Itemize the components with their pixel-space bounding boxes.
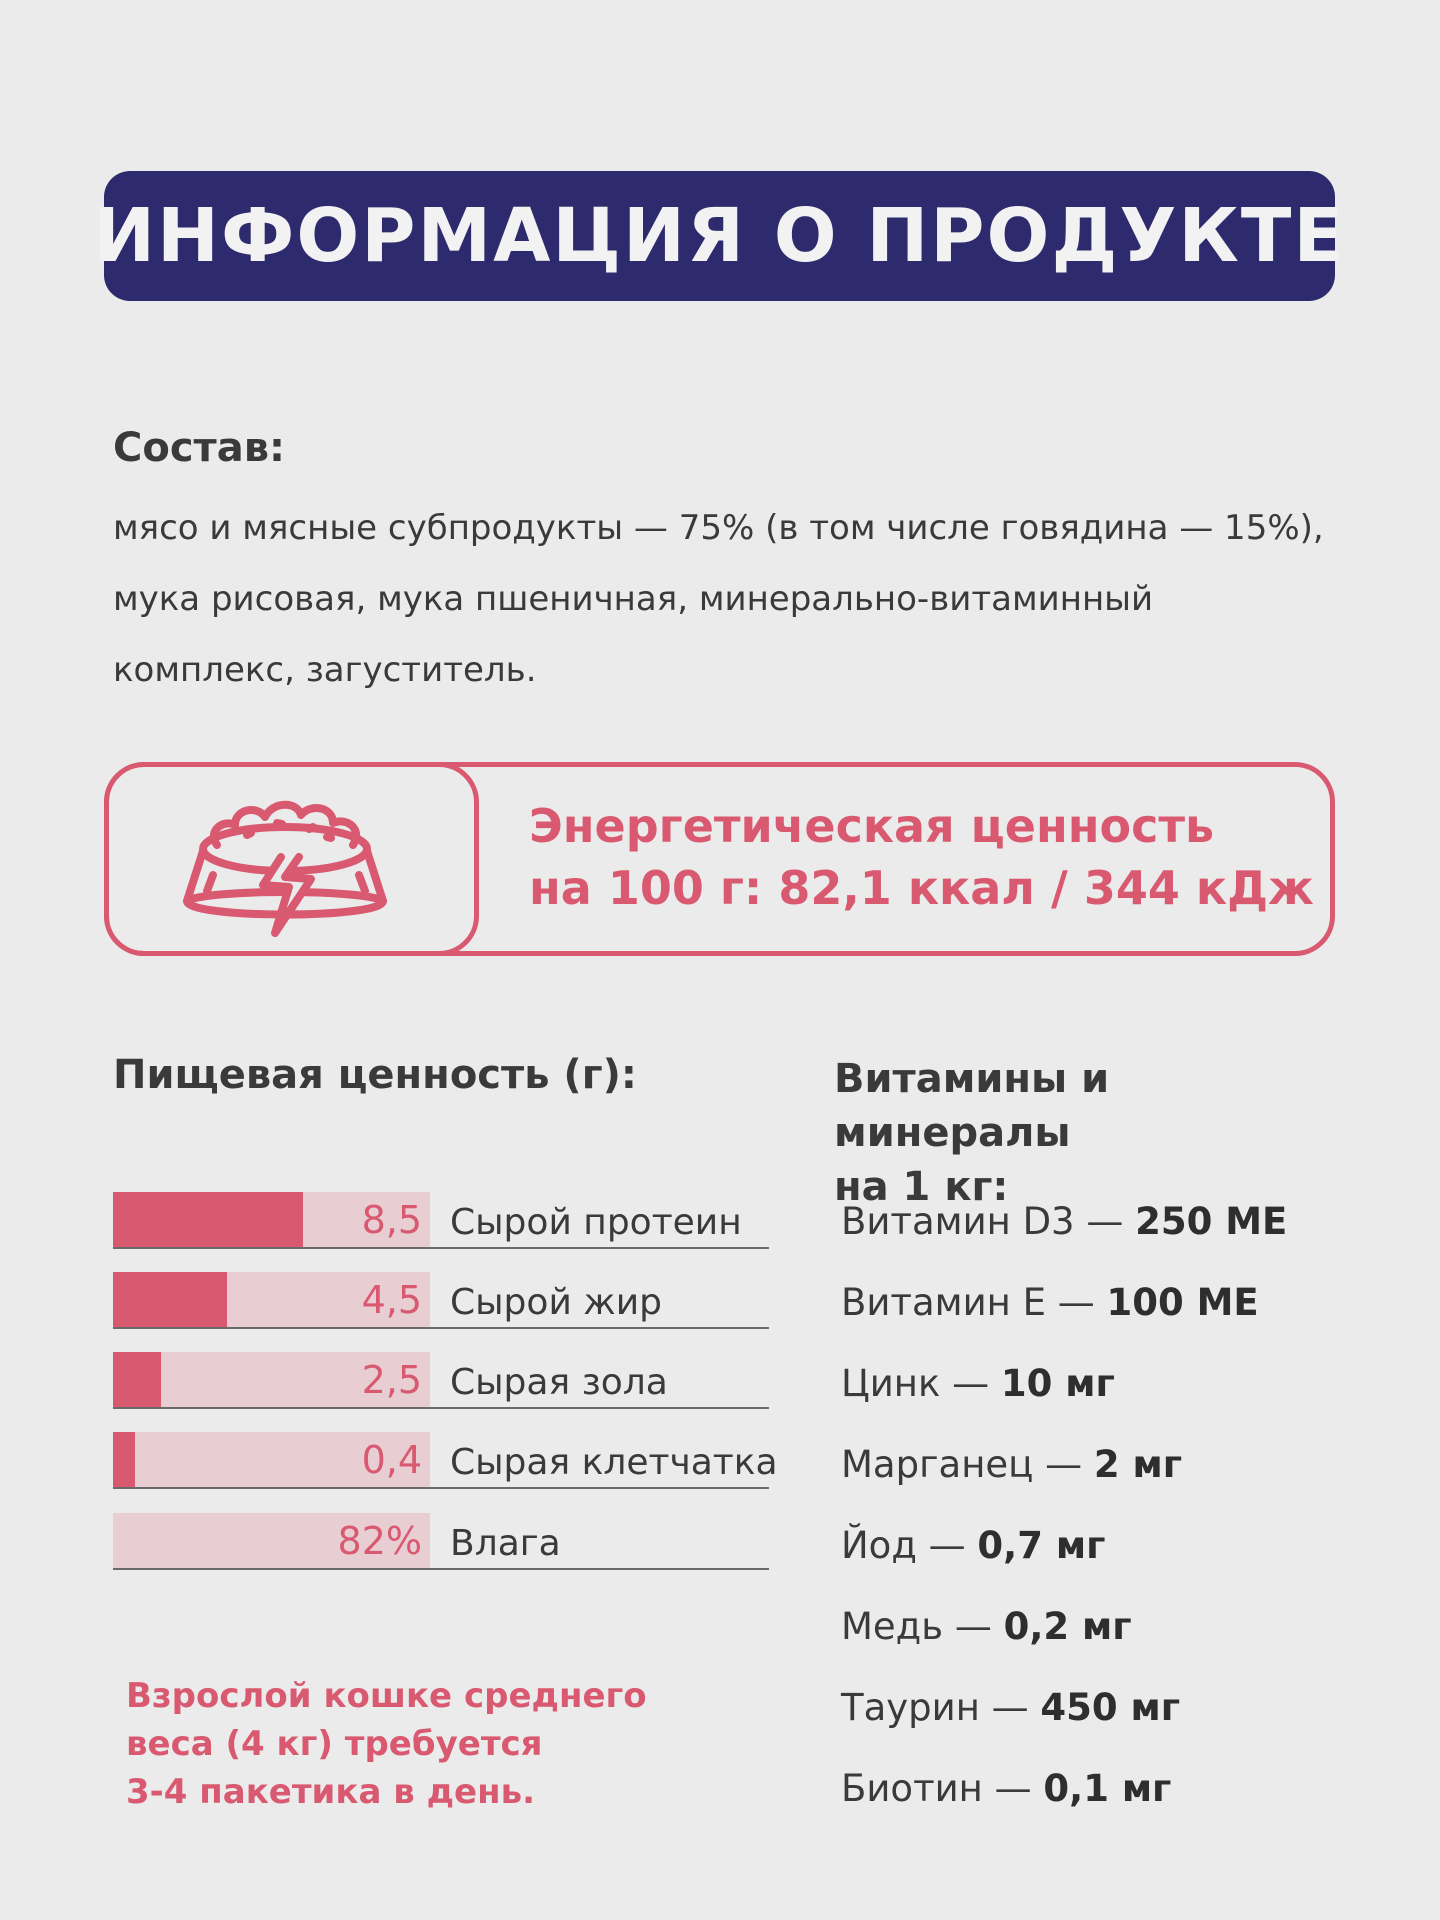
vitamins-heading-line-1: Витамины и минералы: [834, 1056, 1110, 1156]
bar-fill: [113, 1432, 135, 1487]
bar-fill: [113, 1352, 161, 1407]
feeding-note: [126, 1672, 686, 1816]
nutrition-row-moisture: [113, 1513, 769, 1570]
bar-track: [113, 1192, 430, 1247]
nutrition-label: Сырой протеин: [450, 1202, 742, 1243]
vitamin-item: [841, 1605, 1132, 1648]
bar-track: [113, 1272, 430, 1327]
composition-line: комплекс, загуститель.: [113, 650, 537, 690]
nutrition-value: 8,5: [361, 1198, 422, 1242]
page-title: ИНФОРМАЦИЯ О ПРОДУКТЕ: [93, 193, 1346, 279]
vitamin-name: Йод —: [841, 1524, 978, 1567]
nutrition-row-ash: [113, 1352, 769, 1409]
feeding-note-line: 3-4 пакетика в день.: [126, 1772, 535, 1812]
energy-value-text: [529, 795, 1314, 919]
bar-track: [113, 1432, 430, 1487]
nutrition-value: 82%: [337, 1519, 422, 1563]
bar-track: [113, 1513, 430, 1568]
vitamin-item: [841, 1767, 1171, 1810]
vitamin-amount: 100 МЕ: [1106, 1281, 1259, 1324]
nutrition-row-fiber: [113, 1432, 778, 1489]
nutrition-row-fat: [113, 1272, 769, 1329]
vitamin-amount: 0,1 мг: [1043, 1767, 1172, 1810]
nutrition-row-protein: [113, 1192, 769, 1249]
nutrition-value: 2,5: [361, 1358, 422, 1402]
title-banner: [93, 171, 1346, 301]
energy-icon-frame: [104, 762, 479, 956]
feeding-note-line: Взрослой кошке среднего: [126, 1676, 647, 1716]
vitamin-name: Марганец —: [841, 1443, 1094, 1486]
vitamin-name: Биотин —: [841, 1767, 1044, 1810]
vitamin-amount: 0,2 мг: [1003, 1605, 1132, 1648]
nutrition-label: Сырой жир: [450, 1282, 662, 1323]
bar-fill: [113, 1272, 227, 1327]
vitamin-item: [841, 1686, 1180, 1729]
bar-fill: [113, 1192, 303, 1247]
vitamin-amount: 10 мг: [1000, 1362, 1115, 1405]
vitamin-item: [841, 1281, 1259, 1324]
nutrition-heading: Пищевая ценность (г):: [113, 1052, 637, 1098]
nutrition-label: Сырая зола: [450, 1362, 668, 1403]
vitamin-name: Витамин Е —: [841, 1281, 1107, 1324]
energy-line-1: Энергетическая ценность: [529, 799, 1215, 853]
vitamin-item: [841, 1362, 1115, 1405]
vitamin-name: Цинк —: [841, 1362, 1001, 1405]
vitamin-amount: 450 мг: [1040, 1686, 1181, 1729]
vitamin-item: [841, 1524, 1105, 1567]
composition-line: мясо и мясные субпродукты — 75% (в том числе говядина — 15%),: [113, 508, 1324, 548]
energy-line-2: на 100 г: 82,1 ккал / 344 кДж: [529, 861, 1314, 915]
vitamin-amount: 250 МЕ: [1135, 1200, 1288, 1243]
composition-heading: Состав:: [113, 425, 286, 471]
energy-value-box: [104, 762, 1335, 956]
nutrition-value: 0,4: [361, 1438, 422, 1482]
composition-text: [113, 493, 1393, 706]
vitamin-name: Таурин —: [841, 1686, 1041, 1729]
food-bowl-lightning-icon: [177, 779, 407, 939]
composition-line: мука рисовая, мука пшеничная, минерально-витаминный: [113, 579, 1154, 619]
feeding-note-line: веса (4 кг) требуется: [126, 1724, 543, 1764]
vitamins-heading-line-2: на 1 кг:: [834, 1164, 1009, 1210]
vitamin-name: Медь —: [841, 1605, 1004, 1648]
vitamin-item: [841, 1200, 1287, 1243]
vitamins-heading: [834, 1052, 1354, 1214]
vitamin-amount: 0,7 мг: [977, 1524, 1106, 1567]
nutrition-value: 4,5: [361, 1278, 422, 1322]
vitamin-item: [841, 1443, 1182, 1486]
nutrition-label: Сырая клетчатка: [450, 1442, 778, 1483]
vitamin-name: Витамин D3 —: [841, 1200, 1136, 1243]
vitamin-amount: 2 мг: [1093, 1443, 1183, 1486]
bar-track: [113, 1352, 430, 1407]
nutrition-label: Влага: [450, 1523, 561, 1564]
